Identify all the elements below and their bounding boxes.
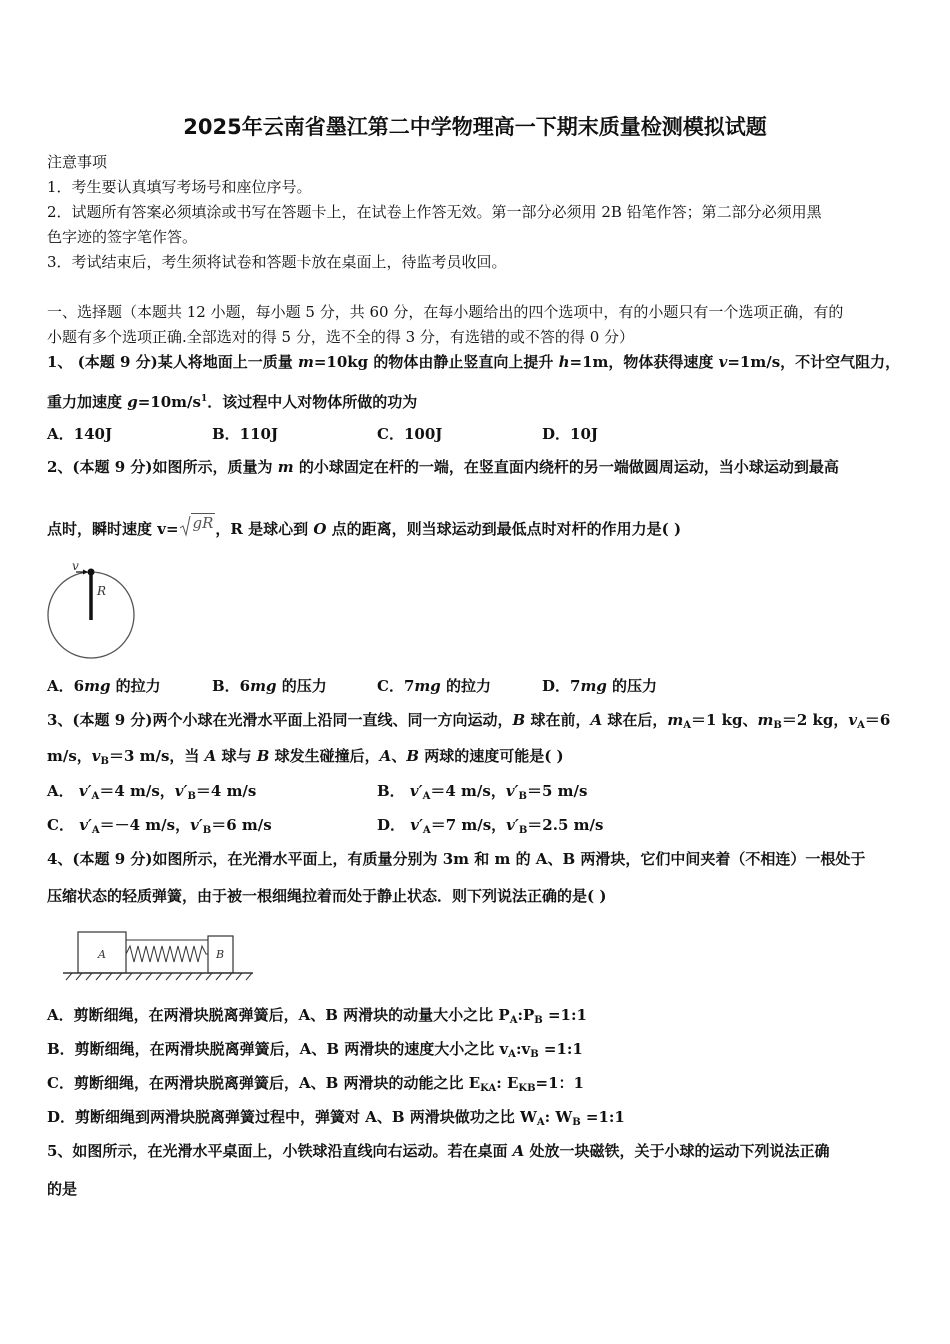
q4-option-b: B．剪断细绳，在两滑块脱离弹簧后，A、B 两滑块的速度大小之比 $v_A:v_B$ =1:1 — [47, 1040, 583, 1060]
q3-option-a: A． $v'_A=4$ m/s，$v'_B=4$ m/s — [47, 782, 257, 802]
section-heading: 一、选择题（本题共 12 小题，每小题 5 分，共 60 分，在每小题给出的四个选项中，有的小题只有一个选项正确，有的 — [47, 303, 844, 321]
page-title: 2025年云南省墨江第二中学物理高一下期末质量检测模拟试题 — [183, 115, 767, 139]
q4-option-c: C．剪断细绳，在两滑块脱离弹簧后，A、B 两滑块的动能之比 $E_{KA}$: $E_{KB}=1$：1 — [47, 1074, 584, 1094]
q5-stem: 5、如图所示，在光滑水平桌面上，小铁球沿直线向右运动。若在桌面 A 处放一块磁铁，关于小球的运动下列说法正确 — [47, 1142, 830, 1160]
radical-sign — [179, 514, 191, 538]
q3-stem: 3、(本题 9 分)两个小球在光滑水平面上沿同一直线、同一方向运动，B 球在前，A 球在后，$m_A=1$ kg、$m_B=2$ kg，$v_A=6$ — [47, 711, 891, 731]
q2-stem-cont: 点时，瞬时速度 v= gR ，R 是球心到 O 点的距离，则当球运动到最低点时对杆的作用力是( ) — [47, 514, 682, 538]
q4-option-d: D．剪断细绳到两滑块脱离弹簧过程中，弹簧对 A、B 两滑块做功之比 $W_A$: $W_B$ =1:1 — [47, 1108, 625, 1128]
spring-blocks-figure — [58, 928, 258, 983]
q5-stem-cont: 的是 — [47, 1180, 78, 1198]
q1-stem: 1、 (本题 9 分)某人将地面上一质量 m=10kg 的物体由静止竖直向上提升 h=1m，物体获得速度 v=1m/s，不计空气阻力， — [47, 353, 901, 371]
q4-option-a: A．剪断细绳，在两滑块脱离弹簧后，A、B 两滑块的动量大小之比 $P_A:P_B$ =1:1 — [47, 1006, 587, 1026]
velocity-label: v — [72, 560, 79, 573]
q3-option-d: D． $v'_A=7$ m/s，$v'_B=2.5$ m/s — [377, 816, 604, 836]
q1-option-c: C．100J — [377, 425, 443, 443]
section-heading-cont: 小题有多个选项正确.全部选对的得 5 分，选不全的得 3 分，有选错的或不答的得 0 分） — [47, 328, 635, 346]
notice-item: 色字迹的签字笔作答。 — [47, 228, 198, 246]
notice-item: 2．试题所有答案必须填涂或书写在答题卡上，在试卷上作答无效。第一部分必须用 2B 铅笔作答；第二部分必须用黑 — [47, 203, 822, 221]
q2-stem: 2、(本题 9 分)如图所示，质量为 m 的小球固定在杆的一端，在竖直面内绕杆的另一端做圆周运动，当小球运动到最高 — [47, 458, 839, 476]
ground-hatching — [66, 973, 252, 980]
circular-motion-figure — [40, 560, 140, 670]
spring — [126, 946, 208, 962]
block-b-label: B — [216, 948, 225, 961]
q4-stem: 4、(本题 9 分)如图所示，在光滑水平面上，有质量分别为 3m 和 m 的 A、B 两滑块，它们中间夹着（不相连）一根处于 — [47, 850, 866, 868]
notice-item: 1．考生要认真填写考场号和座位序号。 — [47, 178, 312, 196]
q1-option-b: B．110J — [212, 425, 279, 443]
q1-option-a: A．140J — [47, 425, 113, 443]
q3-option-c: C． $v'_A=-4$ m/s，$v'_B=6$ m/s — [47, 816, 272, 836]
notice-heading: 注意事项 — [47, 153, 108, 171]
q3-option-b: B． $v'_A=4$ m/s，$v'_B=5$ m/s — [377, 782, 588, 802]
q1-stem-cont: 重力加速度 $g=10m/s^1$．该过程中人对物体所做的功为 — [47, 393, 418, 411]
q4-stem-cont: 压缩状态的轻质弹簧，由于被一根细绳拉着而处于静止状态．则下列说法正确的是( ) — [47, 887, 607, 905]
velocity-arrowhead — [83, 570, 88, 575]
sqrt-expression: gR — [179, 520, 216, 538]
block-a-label: A — [98, 948, 106, 961]
q2-option-c: C．7mg 的拉力 — [377, 677, 491, 695]
q2-option-a: A．6mg 的拉力 — [47, 677, 161, 695]
q2-option-b: B．6mg 的压力 — [212, 677, 327, 695]
ball — [88, 569, 95, 576]
q3-stem-cont: m/s，$v_B=3$ m/s，当 A 球与 B 球发生碰撞后，A、B 两球的速度可能是( ) — [47, 747, 564, 767]
notice-item: 3．考试结束后，考生须将试卷和答题卡放在桌面上，待监考员收回。 — [47, 253, 507, 271]
radius-label: R — [97, 584, 107, 598]
q2-option-d: D．7mg 的压力 — [542, 677, 658, 695]
q1-option-d: D．10J — [542, 425, 598, 443]
